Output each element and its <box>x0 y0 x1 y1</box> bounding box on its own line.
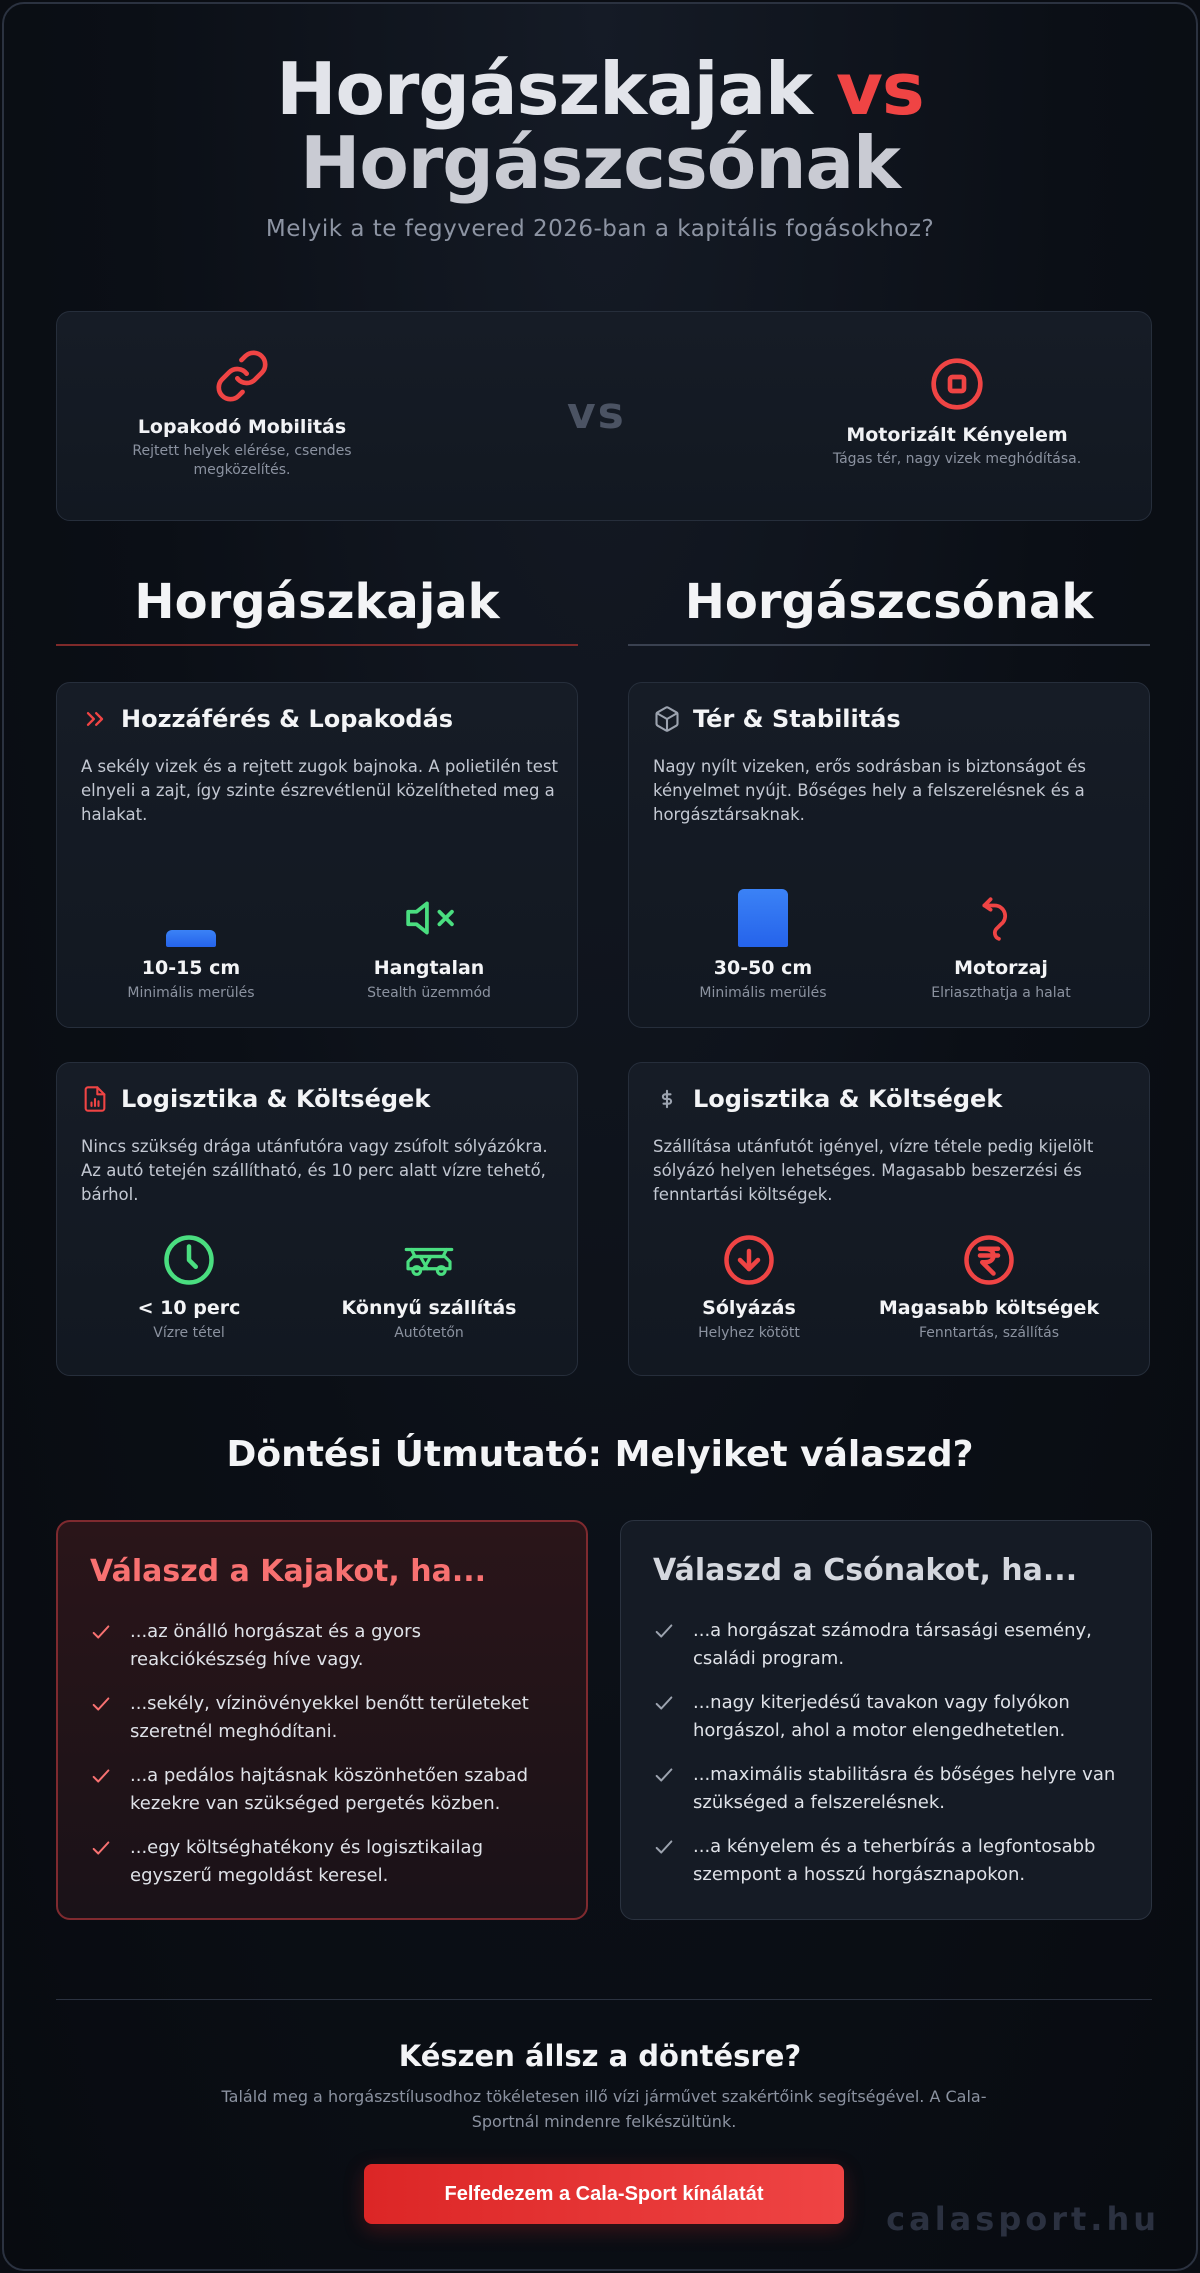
choice-csonak-list <box>653 1617 1123 1905</box>
guide-title: Döntési Útmutató: Melyiket válaszd? <box>226 1434 974 1475</box>
boat-noise-title: Motorzaj <box>954 957 1048 979</box>
choice-kajak-title: Válaszd a Kajakot, ha... <box>90 1554 487 1589</box>
choice-csonak-title: Válaszd a Csónakot, ha... <box>653 1553 1078 1588</box>
list-item <box>90 1834 560 1890</box>
column-heading-csonak <box>628 574 1150 646</box>
list-item-text: ...egy költséghatékony és logisztikailag egyszerű megoldást keresel. <box>130 1837 484 1886</box>
choice-csonak-card <box>620 1520 1152 1920</box>
boat-draft-stat <box>643 889 883 1001</box>
kajak-draft-stat <box>71 889 311 1001</box>
kajak-transport-title: Könnyű szállítás <box>341 1297 517 1319</box>
boat-logistics-card <box>628 1062 1150 1376</box>
clock-icon <box>162 1233 216 1287</box>
stop-circle-icon <box>929 356 985 412</box>
versus-label: vs <box>567 388 626 439</box>
list-item <box>90 1618 560 1674</box>
list-item <box>653 1761 1123 1817</box>
boat-logistics-desc: Szállítása utánfutót igényel, vízre tétele pedig kijelölt sólyázó helyen lehetséges. Magasabb beszerzési és fenntartási költségek. <box>653 1137 1094 1204</box>
document-chart-icon <box>81 1085 109 1113</box>
boat-launch-title: Sólyázás <box>702 1297 796 1319</box>
kajak-transport-stat <box>309 1233 549 1341</box>
versus-card <box>56 311 1152 521</box>
boat-space-card <box>628 682 1150 1028</box>
list-item <box>90 1762 560 1818</box>
site-watermark: calasport.hu <box>886 2200 1160 2238</box>
boat-noise-stat <box>881 889 1121 1001</box>
choice-kajak-card <box>56 1520 588 1920</box>
kajak-silent-desc: Stealth üzemmód <box>367 985 491 1001</box>
draft-bar-icon <box>738 889 788 947</box>
title-kajak: Horgászkajak <box>276 47 812 131</box>
choice-kajak-list <box>90 1618 560 1906</box>
kajak-access-card <box>56 682 578 1028</box>
check-icon <box>90 1618 112 1646</box>
kajak-access-title: Hozzáférés & Lopakodás <box>121 705 454 733</box>
kajak-launch-stat <box>69 1233 309 1341</box>
box-icon <box>653 705 681 733</box>
kajak-logistics-card <box>56 1062 578 1376</box>
boat-draft-desc: Minimális merülés <box>699 985 827 1001</box>
list-item-text: ...sekély, vízinövényekkel benőtt területeket szeretnél meghódítani. <box>130 1693 529 1742</box>
section-divider <box>56 1999 1152 2000</box>
car-roof-icon <box>401 1233 457 1287</box>
hero <box>4 47 1196 242</box>
list-item <box>653 1617 1123 1673</box>
list-item <box>90 1690 560 1746</box>
kajak-draft-value: 10-15 cm <box>141 957 241 979</box>
kajak-silent-stat <box>309 889 549 1001</box>
versus-right-desc: Tágas tér, nagy vizek meghódítása. <box>832 451 1082 467</box>
column-rule-csonak <box>628 644 1150 646</box>
kajak-launch-title: < 10 perc <box>137 1297 241 1319</box>
check-icon <box>653 1761 675 1789</box>
column-heading-kajak <box>56 574 578 646</box>
explore-offer-button[interactable]: Felfedezem a Cala-Sport kínálatát <box>364 2164 844 2224</box>
kajak-access-header <box>81 705 453 733</box>
kajak-transport-desc: Autótetőn <box>394 1325 464 1341</box>
check-icon <box>653 1689 675 1717</box>
kajak-logistics-header <box>81 1085 430 1113</box>
boat-draft-fill <box>738 889 788 947</box>
page-title <box>4 47 1196 205</box>
boat-launch-desc: Helyhez kötött <box>698 1325 800 1341</box>
list-item-text: ...a pedálos hajtásnak köszönhetően szabad kezekre van szükséged pergetés közben. <box>130 1765 529 1814</box>
boat-draft-value: 30-50 cm <box>713 957 813 979</box>
boat-noise-desc: Elriaszthatja a halat <box>931 985 1071 1001</box>
page-subtitle: Melyik a te fegyvered 2026-ban a kapitális fogásokhoz? <box>265 216 935 242</box>
kajak-silent-title: Hangtalan <box>373 957 485 979</box>
boat-logistics-header <box>653 1085 1002 1113</box>
draft-bar-icon <box>166 889 216 947</box>
dollar-icon <box>653 1085 681 1113</box>
mute-speaker-icon <box>404 889 454 947</box>
list-item-text: ...a kényelem és a teherbírás a legfontosabb szempont a hosszú horgásznapokon. <box>693 1836 1096 1885</box>
currency-circle-icon <box>962 1233 1016 1287</box>
title-vs: vs <box>836 47 924 131</box>
chevrons-right-icon <box>81 705 109 733</box>
boat-cost-title: Magasabb költségek <box>878 1297 1100 1319</box>
check-icon <box>90 1762 112 1790</box>
check-icon <box>653 1617 675 1645</box>
list-item-text: ...a horgászat számodra társasági esemény, családi program. <box>693 1620 1092 1669</box>
link-icon <box>214 348 270 404</box>
check-icon <box>653 1833 675 1861</box>
list-item <box>653 1833 1123 1889</box>
list-item-text: ...maximális stabilitásra és bőséges helyre van szükséged a felszerelésnek. <box>693 1764 1116 1813</box>
boat-launch-stat <box>629 1233 869 1341</box>
kajak-launch-desc: Vízre tétel <box>153 1325 225 1341</box>
arrow-down-circle-icon <box>722 1233 776 1287</box>
boat-space-title: Tér & Stabilitás <box>693 705 901 733</box>
versus-right <box>807 356 1107 469</box>
versus-left <box>127 348 357 480</box>
kajak-draft-desc: Minimális merülés <box>127 985 255 1001</box>
cta-desc: Találd meg a horgászstílusodhoz tökéletesen illő vízi járművet szakértőink segítségével. A Cala-Sportnál mindenre felkészültünk. <box>221 2087 987 2131</box>
list-item <box>653 1689 1123 1745</box>
versus-right-title: Motorizált Kényelem <box>846 424 1068 446</box>
column-rule-kajak <box>56 644 578 646</box>
check-icon <box>90 1834 112 1862</box>
cta-title: Készen állsz a döntésre? <box>398 2039 802 2073</box>
boat-space-header <box>653 705 901 733</box>
motor-hook-icon <box>976 889 1026 947</box>
kajak-access-desc: A sekély vizek és a rejtett zugok bajnoka. A polietilén test elnyeli a zajt, így szinte észrevétlenül közelítheted meg a halakat. <box>81 757 558 824</box>
kajak-draft-fill <box>166 930 216 947</box>
column-heading-kajak-text: Horgászkajak <box>134 574 500 630</box>
check-icon <box>90 1690 112 1718</box>
page-frame <box>2 2 1198 2271</box>
list-item-text: ...az önálló horgászat és a gyors reakciókészség híve vagy. <box>130 1621 421 1670</box>
list-item-text: ...nagy kiterjedésű tavakon vagy folyókon horgászol, ahol a motor elengedhetetlen. <box>693 1692 1070 1741</box>
kajak-logistics-desc: Nincs szükség drága utánfutóra vagy zsúfolt sólyázókra. Az autó tetején szállítható, és 10 perc alatt vízre tehető, bárhol. <box>81 1137 548 1204</box>
boat-cost-desc: Fenntartás, szállítás <box>919 1325 1059 1341</box>
kajak-logistics-title: Logisztika & Költségek <box>121 1085 431 1113</box>
versus-left-desc: Rejtett helyek elérése, csendes megközelítés. <box>132 443 352 478</box>
versus-left-title: Lopakodó Mobilitás <box>137 416 347 438</box>
title-csonak: Horgászcsónak <box>300 121 900 205</box>
boat-space-desc: Nagy nyílt vizeken, erős sodrásban is biztonságot és kényelmet nyújt. Bőséges hely a felszerelésnek és a horgásztársaknak. <box>653 757 1086 824</box>
boat-cost-stat <box>869 1233 1109 1341</box>
column-heading-csonak-text: Horgászcsónak <box>684 574 1094 630</box>
boat-logistics-title: Logisztika & Költségek <box>693 1085 1003 1113</box>
